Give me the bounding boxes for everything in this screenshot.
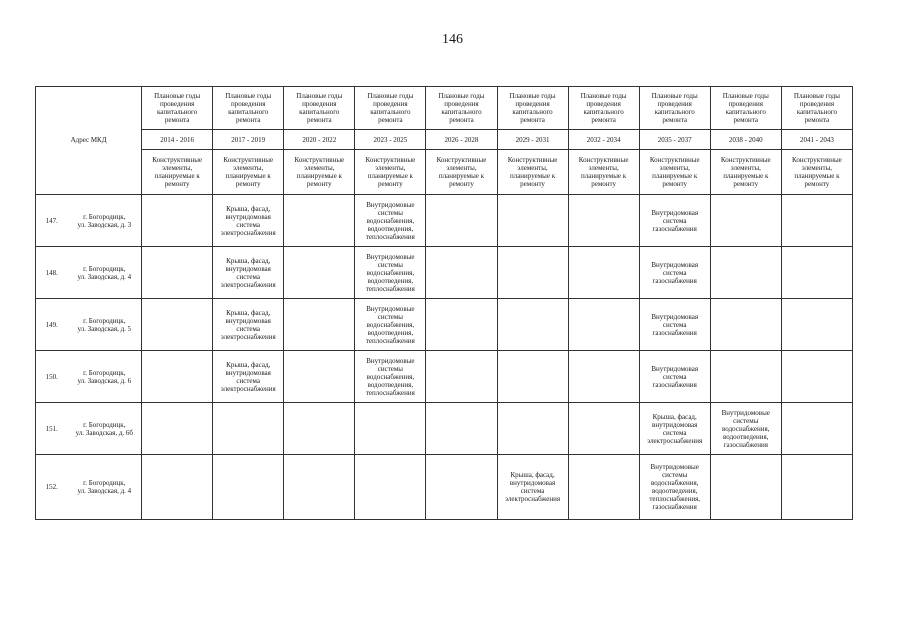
row-number: 150. bbox=[36, 351, 68, 403]
year-range: 2032 - 2034 bbox=[568, 130, 639, 150]
repair-cell bbox=[568, 455, 639, 520]
repair-cell bbox=[497, 195, 568, 247]
elements-label: Конструктивные элементы, планируемые к ремонту bbox=[355, 150, 426, 195]
repair-schedule-table bbox=[35, 86, 853, 520]
period-label: Плановые годы проведения капитального ремонта bbox=[426, 87, 497, 130]
building-address: г. Богородицк, ул. Заводская, д. 4 bbox=[68, 247, 142, 299]
repair-cell bbox=[568, 195, 639, 247]
building-address: г. Богородицк, ул. Заводская, д. 4 bbox=[68, 455, 142, 520]
period-label: Плановые годы проведения капитального ремонта bbox=[497, 87, 568, 130]
repair-cell bbox=[426, 351, 497, 403]
repair-cell bbox=[781, 247, 852, 299]
repair-cell: Внутридомовые системы водоснабжения, водоотведения, теплоснабжения bbox=[355, 247, 426, 299]
period-label: Плановые годы проведения капитального ремонта bbox=[284, 87, 355, 130]
repair-cell bbox=[710, 351, 781, 403]
repair-cell: Внутридомовые системы водоснабжения, водоотведения, газоснабжения bbox=[710, 403, 781, 455]
row-number: 151. bbox=[36, 403, 68, 455]
repair-cell: Внутридомовая система газоснабжения bbox=[639, 247, 710, 299]
repair-cell bbox=[781, 195, 852, 247]
repair-cell bbox=[284, 195, 355, 247]
repair-cell: Внутридомовая система газоснабжения bbox=[639, 195, 710, 247]
elements-label: Конструктивные элементы, планируемые к ремонту bbox=[497, 150, 568, 195]
repair-cell bbox=[781, 455, 852, 520]
table-row bbox=[36, 247, 853, 299]
repair-cell bbox=[142, 403, 213, 455]
repair-cell bbox=[568, 247, 639, 299]
period-label: Плановые годы проведения капитального ремонта bbox=[781, 87, 852, 130]
repair-cell bbox=[568, 299, 639, 351]
building-address: г. Богородицк, ул. Заводская, д. 6 bbox=[68, 351, 142, 403]
elements-label: Конструктивные элементы, планируемые к ремонту bbox=[781, 150, 852, 195]
elements-label: Конструктивные элементы, планируемые к ремонту bbox=[213, 150, 284, 195]
address-header-blank bbox=[36, 87, 142, 130]
elements-label: Конструктивные элементы, планируемые к ремонту bbox=[568, 150, 639, 195]
repair-cell bbox=[142, 351, 213, 403]
year-range: 2026 - 2028 bbox=[426, 130, 497, 150]
repair-cell bbox=[710, 195, 781, 247]
row-number: 152. bbox=[36, 455, 68, 520]
repair-cell bbox=[781, 403, 852, 455]
repair-cell bbox=[213, 403, 284, 455]
repair-cell: Внутридомовые системы водоснабжения, водоотведения, теплоснабжения, газоснабжения bbox=[639, 455, 710, 520]
row-number: 147. bbox=[36, 195, 68, 247]
repair-cell: Крыша, фасад, внутридомовая система электроснабжения bbox=[213, 247, 284, 299]
header-period-row bbox=[36, 87, 853, 130]
row-number: 149. bbox=[36, 299, 68, 351]
repair-cell bbox=[355, 455, 426, 520]
repair-cell bbox=[142, 195, 213, 247]
address-header-blank bbox=[36, 150, 142, 195]
repair-cell bbox=[284, 247, 355, 299]
header-years-row bbox=[36, 130, 853, 150]
repair-cell bbox=[710, 299, 781, 351]
elements-label: Конструктивные элементы, планируемые к ремонту bbox=[710, 150, 781, 195]
repair-cell bbox=[426, 403, 497, 455]
building-address: г. Богородицк, ул. Заводская, д. 5 bbox=[68, 299, 142, 351]
repair-cell: Крыша, фасад, внутридомовая система электроснабжения bbox=[639, 403, 710, 455]
year-range: 2035 - 2037 bbox=[639, 130, 710, 150]
repair-cell bbox=[142, 247, 213, 299]
repair-cell bbox=[142, 299, 213, 351]
repair-cell: Крыша, фасад, внутридомовая система электроснабжения bbox=[213, 351, 284, 403]
elements-label: Конструктивные элементы, планируемые к ремонту bbox=[284, 150, 355, 195]
repair-cell bbox=[142, 455, 213, 520]
repair-cell bbox=[710, 455, 781, 520]
period-label: Плановые годы проведения капитального ремонта bbox=[710, 87, 781, 130]
period-label: Плановые годы проведения капитального ремонта bbox=[355, 87, 426, 130]
repair-cell bbox=[426, 247, 497, 299]
repair-cell bbox=[497, 299, 568, 351]
year-range: 2020 - 2022 bbox=[284, 130, 355, 150]
address-header: Адрес МКД bbox=[36, 130, 142, 150]
building-address: г. Богородицк, ул. Заводская, д. 6б bbox=[68, 403, 142, 455]
table-row bbox=[36, 351, 853, 403]
year-range: 2038 - 2040 bbox=[710, 130, 781, 150]
elements-label: Конструктивные элементы, планируемые к ремонту bbox=[426, 150, 497, 195]
table-row bbox=[36, 299, 853, 351]
repair-cell bbox=[497, 403, 568, 455]
repair-cell bbox=[213, 455, 284, 520]
repair-cell bbox=[284, 455, 355, 520]
repair-cell bbox=[781, 351, 852, 403]
year-range: 2029 - 2031 bbox=[497, 130, 568, 150]
row-number: 148. bbox=[36, 247, 68, 299]
elements-label: Конструктивные элементы, планируемые к ремонту bbox=[639, 150, 710, 195]
repair-cell bbox=[426, 195, 497, 247]
repair-cell: Внутридомовые системы водоснабжения, водоотведения, теплоснабжения bbox=[355, 195, 426, 247]
period-label: Плановые годы проведения капитального ремонта bbox=[639, 87, 710, 130]
header-elements-row bbox=[36, 150, 853, 195]
repair-cell bbox=[497, 351, 568, 403]
repair-cell bbox=[568, 403, 639, 455]
elements-label: Конструктивные элементы, планируемые к ремонту bbox=[142, 150, 213, 195]
repair-cell bbox=[426, 455, 497, 520]
period-label: Плановые годы проведения капитального ремонта bbox=[142, 87, 213, 130]
repair-cell bbox=[284, 351, 355, 403]
repair-cell bbox=[284, 403, 355, 455]
repair-cell: Крыша, фасад, внутридомовая система электроснабжения bbox=[213, 195, 284, 247]
building-address: г. Богородицк, ул. Заводская, д. 3 bbox=[68, 195, 142, 247]
repair-cell: Внутридомовые системы водоснабжения, водоотведения, теплоснабжения bbox=[355, 299, 426, 351]
year-range: 2014 - 2016 bbox=[142, 130, 213, 150]
repair-cell bbox=[497, 247, 568, 299]
table-row bbox=[36, 455, 853, 520]
repair-cell bbox=[781, 299, 852, 351]
repair-cell: Крыша, фасад, внутридомовая система электроснабжения bbox=[497, 455, 568, 520]
year-range: 2023 - 2025 bbox=[355, 130, 426, 150]
table-row bbox=[36, 195, 853, 247]
repair-cell: Внутридомовые системы водоснабжения, водоотведения, теплоснабжения bbox=[355, 351, 426, 403]
page-number: 146 bbox=[442, 32, 463, 47]
period-label: Плановые годы проведения капитального ремонта bbox=[213, 87, 284, 130]
repair-cell bbox=[355, 403, 426, 455]
year-range: 2017 - 2019 bbox=[213, 130, 284, 150]
repair-cell bbox=[568, 351, 639, 403]
year-range: 2041 - 2043 bbox=[781, 130, 852, 150]
repair-cell: Внутридомовая система газоснабжения bbox=[639, 299, 710, 351]
repair-cell bbox=[710, 247, 781, 299]
repair-cell: Внутридомовая система газоснабжения bbox=[639, 351, 710, 403]
repair-cell bbox=[284, 299, 355, 351]
table-row bbox=[36, 403, 853, 455]
repair-cell bbox=[426, 299, 497, 351]
repair-cell: Крыша, фасад, внутридомовая система электроснабжения bbox=[213, 299, 284, 351]
period-label: Плановые годы проведения капитального ремонта bbox=[568, 87, 639, 130]
